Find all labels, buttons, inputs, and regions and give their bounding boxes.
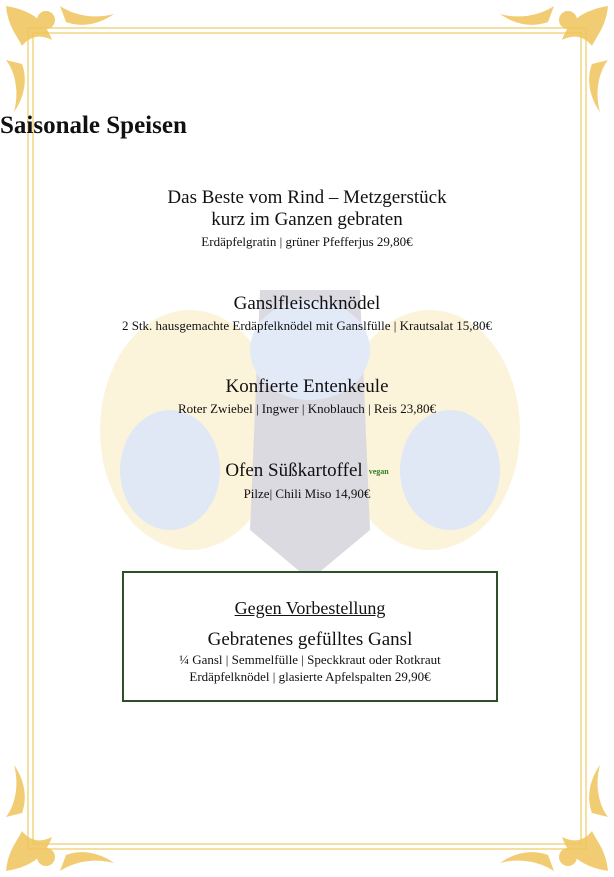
dish-description: Roter Zwiebel | Ingwer | Knoblauch | Reis 23,80€ — [177, 401, 436, 416]
dish-entenkeule — [0, 376, 614, 417]
preorder-box — [122, 571, 498, 702]
dish-name-line2: kurz im Ganzen gebraten — [211, 209, 403, 230]
crest-watermark-icon — [70, 230, 550, 610]
dish-ganslfleischknoedel — [0, 293, 614, 334]
preorder-description-line2: Erdäpfelknödel | glasierte Apfelspalten 29,90€ — [189, 669, 431, 684]
dish-name: Konfierte Entenkeule — [225, 376, 389, 397]
dish-description: Pilze| Chili Miso 14,90€ — [243, 485, 371, 501]
corner-ornament-icon — [6, 6, 114, 112]
vegan-badge: vegan — [368, 466, 389, 476]
dish-name: Ofen Süßkartoffel — [225, 460, 363, 481]
dish-rind — [0, 187, 614, 250]
page-title: Saisonale Speisen — [0, 112, 187, 139]
dish-name: Ganslfleischknödel — [233, 293, 381, 314]
preorder-description-line1: ¼ Gansl | Semmelfülle | Speckkraut oder Rotkraut — [179, 652, 441, 667]
dish-name: Das Beste vom Rind – Metzgerstück — [167, 187, 447, 208]
dish-description: 2 Stk. hausgemachte Erdäpfelknödel mit Ganslfülle | Krautsalat 15,80€ — [121, 318, 493, 333]
dish-description: Erdäpfelgratin | grüner Pfefferjus 29,80€ — [201, 234, 413, 249]
preorder-heading: Gegen Vorbestellung — [234, 598, 386, 618]
dish-suesskartoffel — [0, 460, 614, 502]
preorder-dish-name: Gebratenes gefülltes Gansl — [207, 629, 413, 650]
